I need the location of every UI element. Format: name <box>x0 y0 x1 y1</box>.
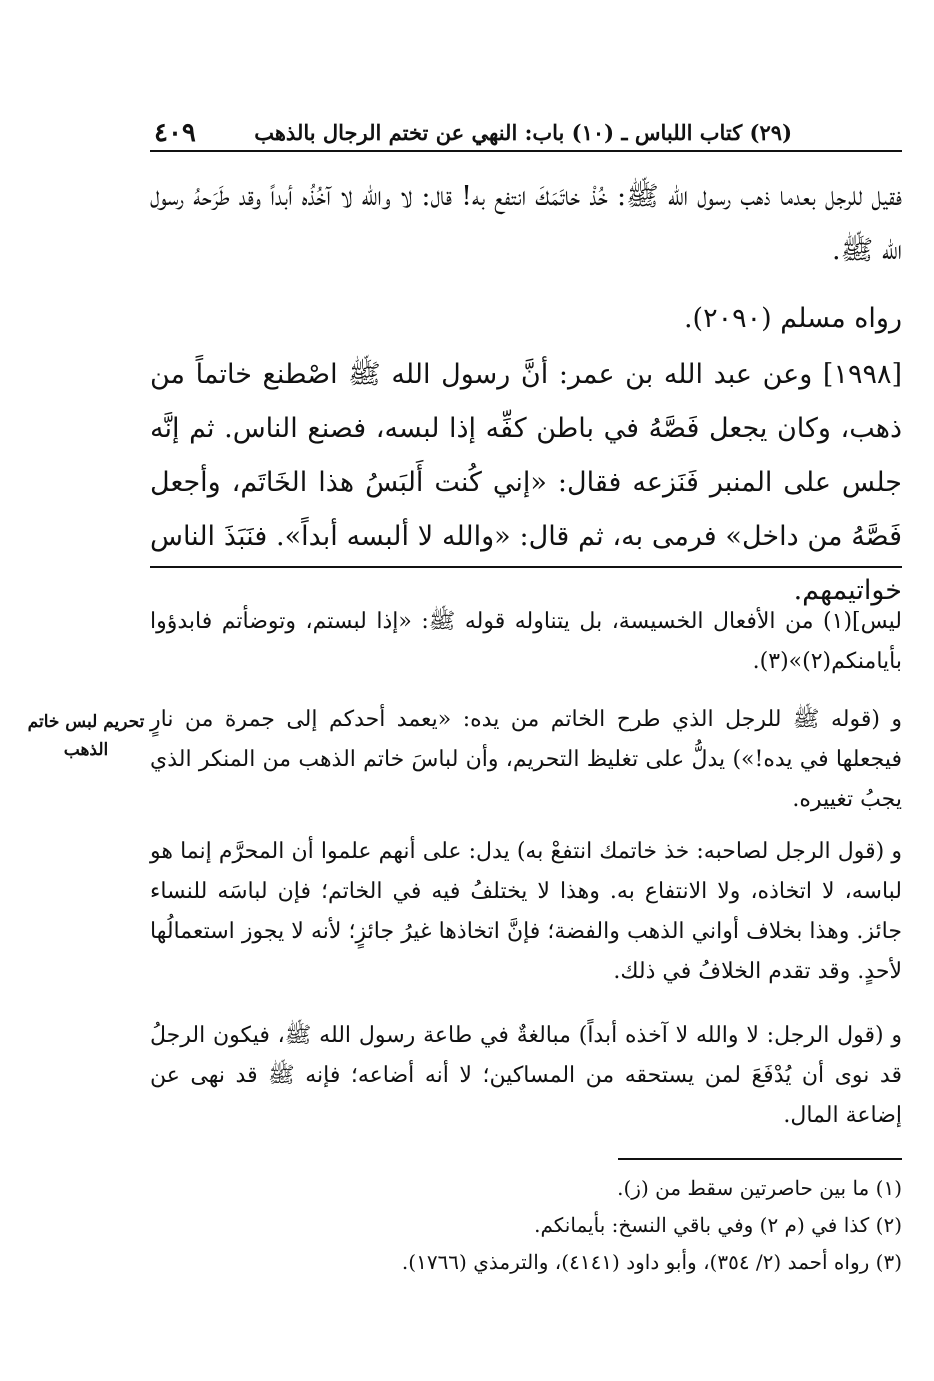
footnotes <box>150 1170 902 1281</box>
header-rule <box>150 150 902 152</box>
commentary-paragraph: و (قوله ﷺ للرجل الذي طرح الخاتم من يده: «يعمد أحدكم إلى جمرة من نارٍ فيجعلها في يده!») يدلُّ على تغليظ التحريم، وأن لباسَ خاتم الذهب من المنكر الذي يجبُ تغييره. <box>150 707 902 812</box>
main-paragraph: رواه مسلم (٢٠٩٠). <box>683 303 902 334</box>
main-paragraph: فقيل للرجل بعدما ذهب رسول الله ﷺ: خُذْ خاتَمَكَ انتفع به! قال: لا والله لا آخُذُه أبداً وقد طَرَحهُ رسول الله ﷺ. <box>150 181 902 266</box>
commentary-paragraph: و (قول الرجل: لا والله لا آخذه أبداً) مبالغةٌ في طاعة رسول الله ﷺ، فيكون الرجلُ قد نوى أن يُدْفَعَ لمن يستحقه من المساكين؛ لا أنه أضاعه؛ فإنه ﷺ قد نهى عن إضاعة المال. <box>150 1023 902 1128</box>
footnote: (٣) رواه أحمد (٢/ ٣٥٤)، وأبو داود (٤١٤١)، والترمذي (١٧٦٦). <box>401 1250 902 1274</box>
commentary-paragraph: و (قول الرجل لصاحبه: خذ خاتمك انتفعْ به) يدل: على أنهم علموا أن المحرَّم إنما هو لباسه، لا اتخاذه، ولا الانتفاع به. وهذا لا يختلفُ فيه في الخاتم؛ فإن لباسَه للنساء جائز. وهذا بخلاف أواني الذهب والفضة؛ فإنَّ اتخاذها غيرُ جائزٍ؛ لأنه لا يجوز استعمالُها لأحدٍ. وقد تقدم الخلافُ في ذلك. <box>150 839 902 984</box>
page-header <box>150 112 902 152</box>
footnote-rule <box>618 1158 902 1160</box>
running-title: (٢٩) كتاب اللباس ـ (١٠) باب: النهي عن تختم الرجال بالذهب <box>254 120 792 145</box>
section-divider <box>150 566 902 568</box>
page-number: ٤٠٩ <box>154 118 196 148</box>
footnote: (١) ما بين حاصرتين سقط من (ز). <box>617 1176 902 1200</box>
footnote: (٢) كذا في (م ٢) وفي باقي النسخ: بأيمانكم. <box>534 1213 902 1237</box>
commentary-paragraph: ليس](١) من الأفعال الخسيسة، بل يتناوله قوله ﷺ: «إذا لبستم، وتوضأتم فابدؤوا بأيامنكم(٢)»(٣). <box>150 609 902 674</box>
margin-note: تحريم لبس خاتم الذهب <box>27 712 145 760</box>
hadith-paragraph: [١٩٩٨] وعن عبد الله بن عمر: أنَّ رسول الله ﷺ اصْطنع خاتماً من ذهب، وكان يجعل فَصَّهُ في باطن كفِّه إذا لبسه، فصنع الناس. ثم إنَّه جلس على المنبر فَنَزعه فقال: «إني كُنت أَلبَسُ هذا الخَاتَم، وأجعل فَصَّهُ من داخل» فرمى به، ثم قال: «والله لا ألبسه أبداً». فنَبَذَ الناس خواتيمهم. <box>150 359 902 606</box>
